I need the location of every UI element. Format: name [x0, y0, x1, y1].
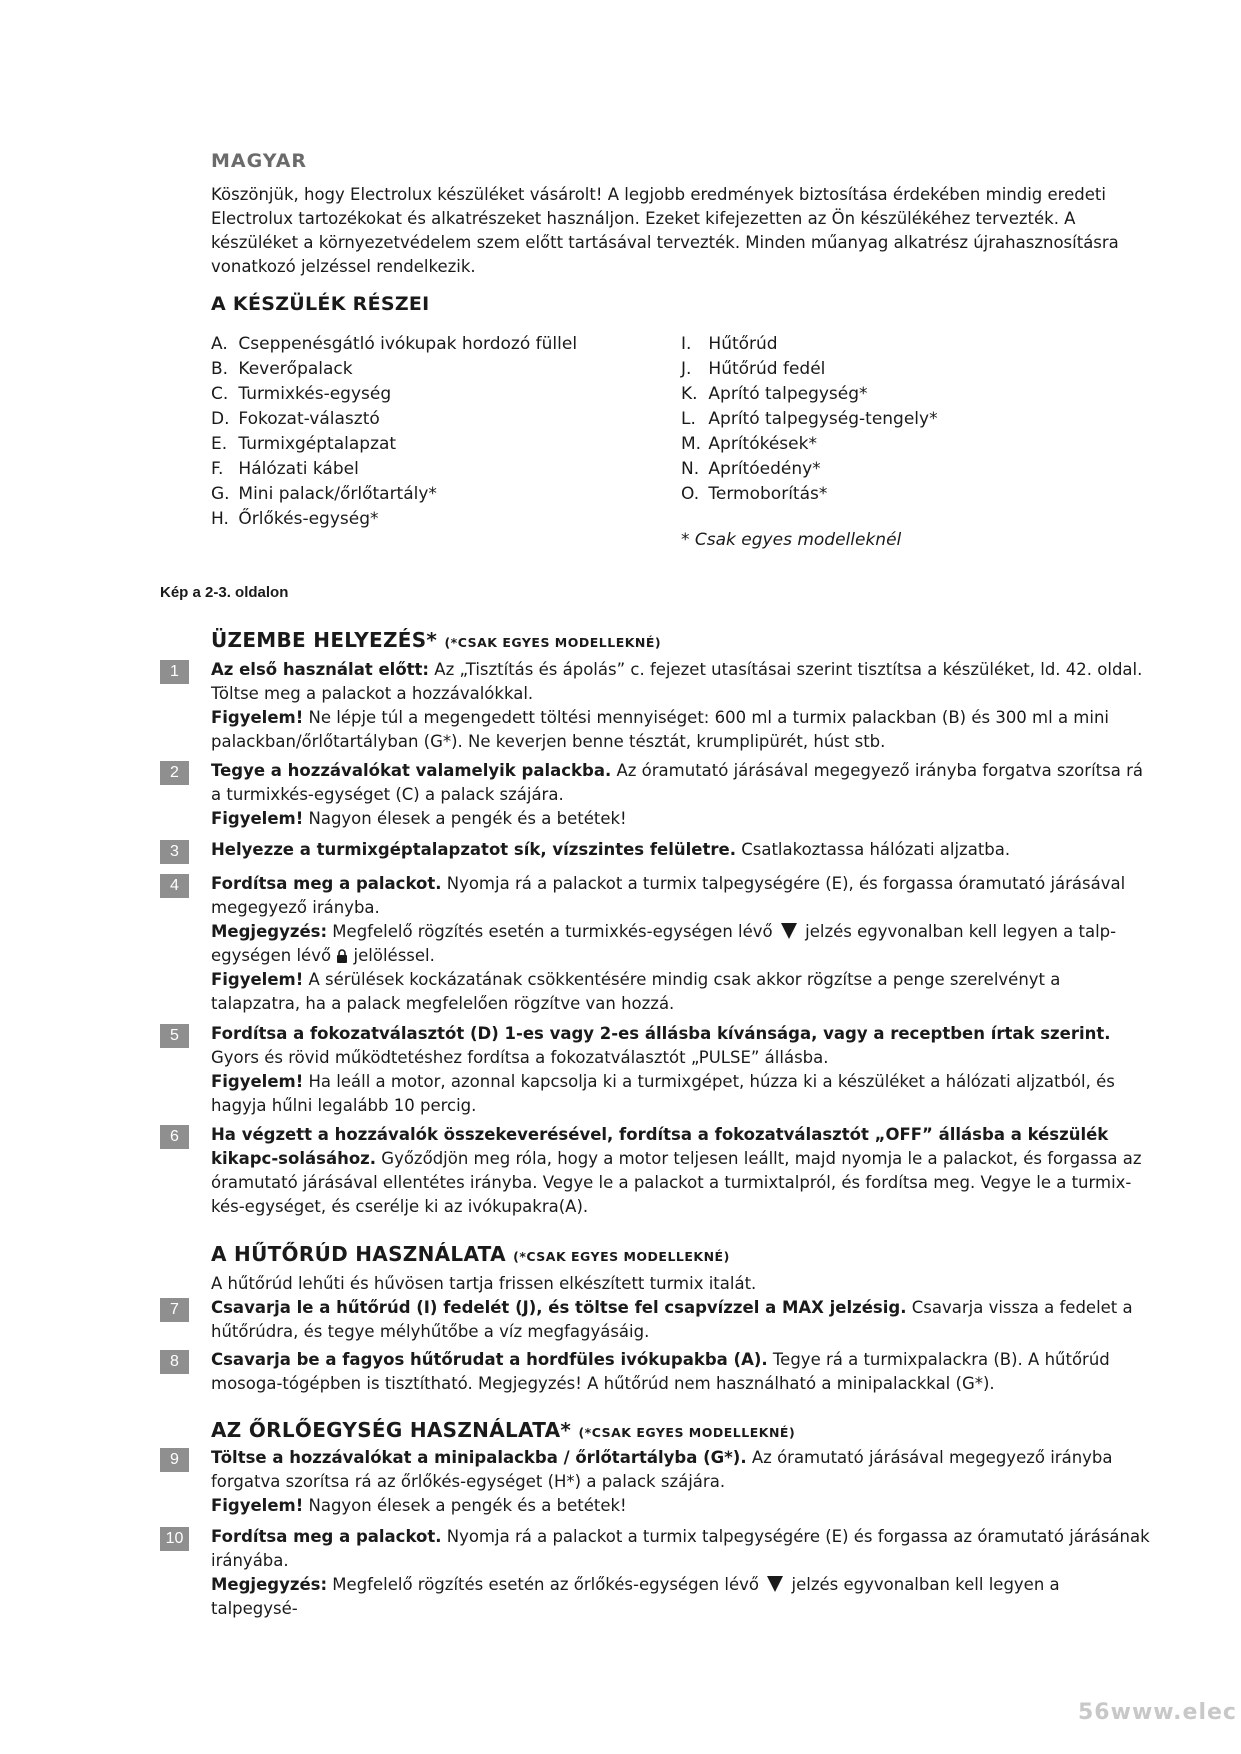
setup-heading — [211, 628, 661, 652]
step-warning-label: Figyelem! — [211, 1072, 304, 1091]
part-letter: A. — [211, 334, 228, 354]
part-item — [211, 357, 577, 382]
step-number: 1 — [160, 660, 189, 684]
step-number: 3 — [160, 840, 189, 864]
coolrod-subtitle: A hűtőrúd lehűti és hűvösen tartja frissen elkészített turmix italát. — [211, 1274, 757, 1293]
step-text — [211, 872, 1150, 1016]
step-lead: Csavarja le a hűtőrúd (I) fedelét (J), és töltse fel csapvízzel a MAX jelzésig. — [211, 1298, 907, 1317]
step-warning-label: Figyelem! — [211, 708, 304, 727]
step-text — [211, 1296, 1150, 1344]
part-item — [681, 332, 938, 357]
coolrod-title: A HŰTŐRÚD HASZNÁLATA — [211, 1242, 506, 1266]
step-text — [211, 1123, 1150, 1219]
step-number: 6 — [160, 1125, 189, 1149]
part-letter: D. — [211, 409, 230, 429]
part-text: Hálózati kábel — [238, 459, 359, 479]
step-text — [211, 1525, 1150, 1621]
step-text — [211, 759, 1150, 831]
step-number: 2 — [160, 761, 189, 785]
step-body: Tegye rá a turmixpalackra (B). A hűtőrúd mosoga-tógépben is tisztítható. Megjegyzés! A hűtőrúd nem használható a minipalackkal (G*). — [211, 1350, 1110, 1393]
step-body: Az óramutató járásával megegyező irányba forgatva szorítsa rá a turmixkés-egységet (C) a palack szájára. — [211, 761, 1143, 804]
step-lead: Töltse a hozzávalókat a minipalackba / őrlőtartályba (G*). — [211, 1448, 747, 1467]
part-letter: M. — [681, 434, 702, 454]
step-note-text: jelzés egyvonalban kell legyen a talp-egységen lévő — [211, 922, 1117, 965]
part-letter: H. — [211, 509, 229, 529]
step-warning-label: Figyelem! — [211, 1496, 304, 1515]
part-item — [211, 432, 577, 457]
step-4 — [160, 872, 1150, 1016]
part-item — [211, 482, 577, 507]
step-note-label: Megjegyzés: — [211, 922, 328, 941]
step-warning-label: Figyelem! — [211, 970, 304, 989]
step-body: Nyomja rá a palackot a turmix talpegységére (E), és forgassa óramutató járásával megegyező irányba. — [211, 874, 1126, 917]
step-10 — [160, 1525, 1150, 1621]
down-triangle-icon — [781, 923, 797, 939]
part-letter: C. — [211, 384, 229, 404]
intro-paragraph: Köszönjük, hogy Electrolux készüléket vásárolt! A legjobb eredmények biztosítása érdekében mindig eredeti Electrolux tartozékokat és alkatrészeket használjon. Ezeket kifejezetten az Ön készülékéhez tervezték. A készüléket a környezetvédelem szem előtt tartásával tervezték. Minden műanyag alkatrész újrahasznosításra vonatkozó jelzéssel rendelkezik. — [211, 185, 1119, 276]
parts-list-right — [681, 332, 938, 507]
parts-footnote: * Csak egyes modelleknél — [681, 530, 902, 550]
step-body: Nyomja rá a palackot a turmix talpegységére (E) és forgassa az óramutató járásának irányába. — [211, 1527, 1150, 1570]
step-7 — [160, 1296, 1150, 1344]
step-lead: Fordítsa meg a palackot. — [211, 1527, 442, 1546]
part-item — [211, 457, 577, 482]
step-body: Az „Tisztítás és ápolás” c. fejezet utasításai szerint tisztítsa a készüléket, ld. 42. oldal. Töltse meg a palackot a hozzávalókkal. — [211, 660, 1143, 703]
part-text: Aprító talpegység* — [708, 384, 868, 404]
step-text — [211, 1348, 1150, 1396]
step-5 — [160, 1022, 1150, 1118]
step-text — [211, 838, 1150, 862]
part-item — [211, 382, 577, 407]
part-item — [211, 407, 577, 432]
part-letter: G. — [211, 484, 230, 504]
part-text: Termoborítás* — [708, 484, 828, 504]
part-text: Aprítóedény* — [708, 459, 821, 479]
step-note-text: jelöléssel. — [348, 946, 435, 965]
step-lead: Fordítsa meg a palackot. — [211, 874, 442, 893]
setup-title: ÜZEMBE HELYEZÉS* — [211, 628, 438, 652]
part-letter: J. — [681, 359, 692, 379]
part-letter: B. — [211, 359, 229, 379]
part-letter: K. — [681, 384, 698, 404]
step-lead: Csavarja be a fagyos hűtőrudat a hordfüles ivókupakba (A). — [211, 1350, 768, 1369]
grinder-heading — [211, 1418, 795, 1442]
coolrod-heading — [211, 1242, 730, 1266]
part-text: Cseppenésgátló ivókupak hordozó füllel — [238, 334, 578, 354]
part-text: Mini palack/őrlőtartály* — [238, 484, 437, 504]
part-item — [681, 357, 938, 382]
part-letter: L. — [681, 409, 696, 429]
part-letter: E. — [211, 434, 228, 454]
part-item — [681, 407, 938, 432]
step-warning-label: Figyelem! — [211, 809, 304, 828]
part-item — [681, 382, 938, 407]
step-lead: Fordítsa a fokozatválasztót (D) 1-es vagy 2-es állásba kívánsága, vagy a receptben írtak szerint. — [211, 1024, 1111, 1043]
step-body: Csatlakoztassa hálózati aljzatba. — [735, 840, 1011, 859]
parts-list-left — [211, 332, 577, 532]
part-text: Aprítókések* — [708, 434, 817, 454]
step-number: 8 — [160, 1350, 189, 1374]
parts-heading: A KÉSZÜLÉK RÉSZEI — [211, 293, 430, 315]
part-text: Turmixkés-egység — [238, 384, 392, 404]
step-lead: Tegye a hozzávalókat valamelyik palackba. — [211, 761, 612, 780]
step-warning-text: Ne lépje túl a megengedett töltési mennyiséget: 600 ml a turmix palackban (B) és 300 ml a mini palackban/őrlőtartályban (G*). Ne keverjen benne tésztát, krumplipürét, húst stb. — [211, 708, 1110, 751]
part-letter: I. — [681, 334, 692, 354]
step-warning-text: Ha leáll a motor, azonnal kapcsolja ki a turmixgépet, húzza ki a készüléket a hálózati aljzatból, és hagyja hűlni legalább 10 percig. — [211, 1072, 1115, 1115]
step-body: Győződjön meg róla, hogy a motor teljesen leállt, majd nyomja le a palackot, és forgassa az óramutató járásával ellentétes irányba. Vegye le a palackot a turmixtalpról, és fordítsa meg. Vegye le a turmix-kés-egységet, és cserélje ki az ivókupakra(A). — [211, 1149, 1142, 1216]
step-warning-text: Nagyon élesek a pengék és a betétek! — [303, 1496, 627, 1515]
grinder-note: (*CSAK EGYES MODELLEKNÉ) — [578, 1425, 796, 1440]
step-text — [211, 1022, 1150, 1118]
step-note-label: Megjegyzés: — [211, 1575, 328, 1594]
setup-note: (*CSAK EGYES MODELLEKNÉ) — [444, 635, 662, 650]
step-number: 9 — [160, 1448, 189, 1472]
step-8 — [160, 1348, 1150, 1396]
part-letter: O. — [681, 484, 700, 504]
part-text: Turmixgéptalapzat — [238, 434, 397, 454]
step-note-text: Megfelelő rögzítés esetén a turmixkés-egységen lévő — [327, 922, 778, 941]
part-item — [681, 482, 938, 507]
part-item — [681, 457, 938, 482]
step-number: 5 — [160, 1024, 189, 1048]
step-6 — [160, 1123, 1150, 1219]
step-lead: Ha végzett a hozzávalók összekeverésével, fordítsa a fokozatválasztót „OFF” állásba a készülék kikapc-solásához. — [211, 1125, 1109, 1168]
step-note-text: jelzés egyvonalban kell legyen a talpegysé- — [211, 1575, 1060, 1618]
step-3 — [160, 838, 1150, 862]
part-item — [211, 332, 577, 357]
part-text: Fokozat-választó — [238, 409, 380, 429]
step-number: 4 — [160, 874, 189, 898]
grinder-title: AZ ŐRLŐEGYSÉG HASZNÁLATA* — [211, 1418, 572, 1442]
down-triangle-icon — [767, 1576, 783, 1592]
part-item — [681, 432, 938, 457]
part-text: Hűtőrúd — [708, 334, 778, 354]
part-letter: N. — [681, 459, 700, 479]
step-number: 10 — [160, 1527, 189, 1551]
image-reference: Kép a 2-3. oldalon — [160, 584, 289, 601]
part-text: Aprító talpegység-tengely* — [708, 409, 938, 429]
step-lead: Helyezze a turmixgéptalapzatot sík, vízszintes felületre. — [211, 840, 736, 859]
lock-icon — [336, 949, 348, 963]
step-1 — [160, 658, 1150, 754]
step-body: Csavarja vissza a fedelet a hűtőrúdra, és tegye mélyhűtőbe a víz megfagyásáig. — [211, 1298, 1133, 1341]
step-number: 7 — [160, 1298, 189, 1322]
part-item — [211, 507, 577, 532]
language-heading: MAGYAR — [211, 150, 308, 172]
step-2 — [160, 759, 1150, 831]
part-text: Őrlőkés-egység* — [238, 509, 379, 529]
step-warning-text: A sérülések kockázatának csökkentésére mindig csak akkor rögzítse a penge szerelvényt a talapzatra, ha a palack megfelelően rögzítve van hozzá. — [211, 970, 1061, 1013]
step-lead: Az első használat előtt: — [211, 660, 430, 679]
step-body: Az óramutató járásával megegyező irányba forgatva szorítsa rá az őrlőkés-egységet (H*) a palack szájára. — [211, 1448, 1113, 1491]
part-letter: F. — [211, 459, 224, 479]
page-number: 56www.elec — [1078, 1700, 1237, 1725]
step-9 — [160, 1446, 1150, 1518]
coolrod-note: (*CSAK EGYES MODELLEKNÉ) — [513, 1249, 730, 1264]
part-text: Keverőpalack — [238, 359, 353, 379]
step-warning-text: Nagyon élesek a pengék és a betétek! — [303, 809, 627, 828]
step-text — [211, 658, 1150, 754]
step-note-text: Megfelelő rögzítés esetén az őrlőkés-egységen lévő — [327, 1575, 765, 1594]
step-body: Gyors és rövid működtetéshez fordítsa a fokozatválasztót „PULSE” állásba. — [211, 1048, 829, 1067]
part-text: Hűtőrúd fedél — [708, 359, 826, 379]
step-text — [211, 1446, 1150, 1518]
